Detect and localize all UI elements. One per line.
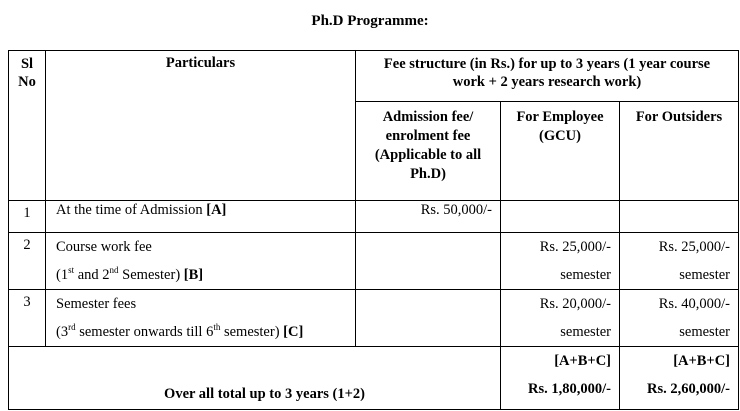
total-label: Over all total up to 3 years (1+2) bbox=[9, 347, 501, 410]
page-title: Ph.D Programme: bbox=[311, 13, 429, 29]
total-employee bbox=[501, 347, 620, 410]
row-sl: 1 bbox=[9, 201, 46, 233]
row-outsider-fee bbox=[620, 290, 739, 347]
fee-table bbox=[8, 50, 739, 410]
row-particular bbox=[46, 201, 356, 233]
particular-line2 bbox=[56, 261, 355, 289]
total-outsider-amount: Rs. 2,60,000/- bbox=[647, 381, 730, 397]
table-row bbox=[9, 290, 739, 347]
total-outsider-formula: [A+B+C] bbox=[673, 353, 730, 369]
row-employee-fee bbox=[501, 290, 620, 347]
outsider-amount: Rs. 40,000/- bbox=[658, 296, 730, 312]
header-outsiders: For Outsiders bbox=[620, 102, 739, 201]
row-outsider-fee bbox=[620, 233, 739, 290]
employee-amount: Rs. 25,000/- bbox=[539, 239, 611, 255]
outsider-amount: Rs. 25,000/- bbox=[658, 239, 730, 255]
row-particular bbox=[46, 290, 356, 347]
header-employee-line: (GCU) bbox=[539, 128, 581, 144]
header-employee-line: For Employee bbox=[516, 109, 604, 125]
total-employee-amount: Rs. 1,80,000/- bbox=[528, 381, 611, 397]
header-fee-structure bbox=[356, 51, 739, 102]
row-outsider-fee bbox=[620, 201, 739, 233]
total-employee-formula: [A+B+C] bbox=[554, 353, 611, 369]
header-sl-line1: Sl bbox=[20, 56, 34, 72]
row-admission-fee bbox=[356, 290, 501, 347]
row-admission-fee bbox=[356, 233, 501, 290]
header-admission-fee bbox=[356, 102, 501, 201]
header-admission-line: enrolment fee bbox=[385, 128, 471, 144]
text-part: (1 bbox=[56, 267, 69, 283]
superscript: st bbox=[68, 265, 75, 276]
table-row bbox=[9, 201, 739, 233]
superscript: th bbox=[213, 322, 221, 333]
employee-unit: semester bbox=[560, 324, 611, 340]
row-sl: 2 bbox=[9, 233, 46, 290]
header-sl-no bbox=[9, 51, 46, 201]
particular-line2 bbox=[56, 318, 355, 346]
header-sl-line2: No bbox=[18, 74, 36, 90]
header-admission-line: (Applicable to all bbox=[374, 147, 482, 163]
row-sl: 3 bbox=[9, 290, 46, 347]
total-row bbox=[9, 347, 739, 410]
outsider-unit: semester bbox=[679, 324, 730, 340]
particular-line1: Semester fees bbox=[56, 296, 137, 312]
employee-amount: Rs. 20,000/- bbox=[539, 296, 611, 312]
particular-tag: [B] bbox=[183, 267, 204, 283]
row-employee-fee bbox=[501, 201, 620, 233]
outsider-unit: semester bbox=[679, 267, 730, 283]
row-particular bbox=[46, 233, 356, 290]
particular-tag: [C] bbox=[283, 324, 304, 340]
text-part: and 2 bbox=[74, 267, 110, 283]
particular-tag: [A] bbox=[206, 202, 227, 218]
header-employee bbox=[501, 102, 620, 201]
superscript: rd bbox=[68, 322, 76, 333]
superscript: nd bbox=[109, 265, 119, 276]
employee-unit: semester bbox=[560, 267, 611, 283]
particular-text: At the time of Admission bbox=[56, 202, 207, 218]
row-employee-fee bbox=[501, 233, 620, 290]
header-admission-line: Ph.D) bbox=[410, 166, 446, 182]
table-row bbox=[9, 233, 739, 290]
total-outsider bbox=[620, 347, 739, 410]
header-admission-line: Admission fee/ bbox=[382, 109, 474, 125]
text-part: semester) bbox=[220, 324, 284, 340]
row-admission-fee: Rs. 50,000/- bbox=[356, 201, 501, 233]
text-part: semester onwards till 6 bbox=[75, 324, 214, 340]
text-part: Semester) bbox=[118, 267, 184, 283]
header-particulars: Particulars bbox=[46, 51, 356, 201]
text-part: (3 bbox=[56, 324, 69, 340]
particular-line1: Course work fee bbox=[56, 239, 152, 255]
header-fee-line1: Fee structure (in Rs.) for up to 3 years (1 year course bbox=[383, 56, 711, 72]
header-fee-line2: work + 2 years research work) bbox=[452, 74, 642, 90]
